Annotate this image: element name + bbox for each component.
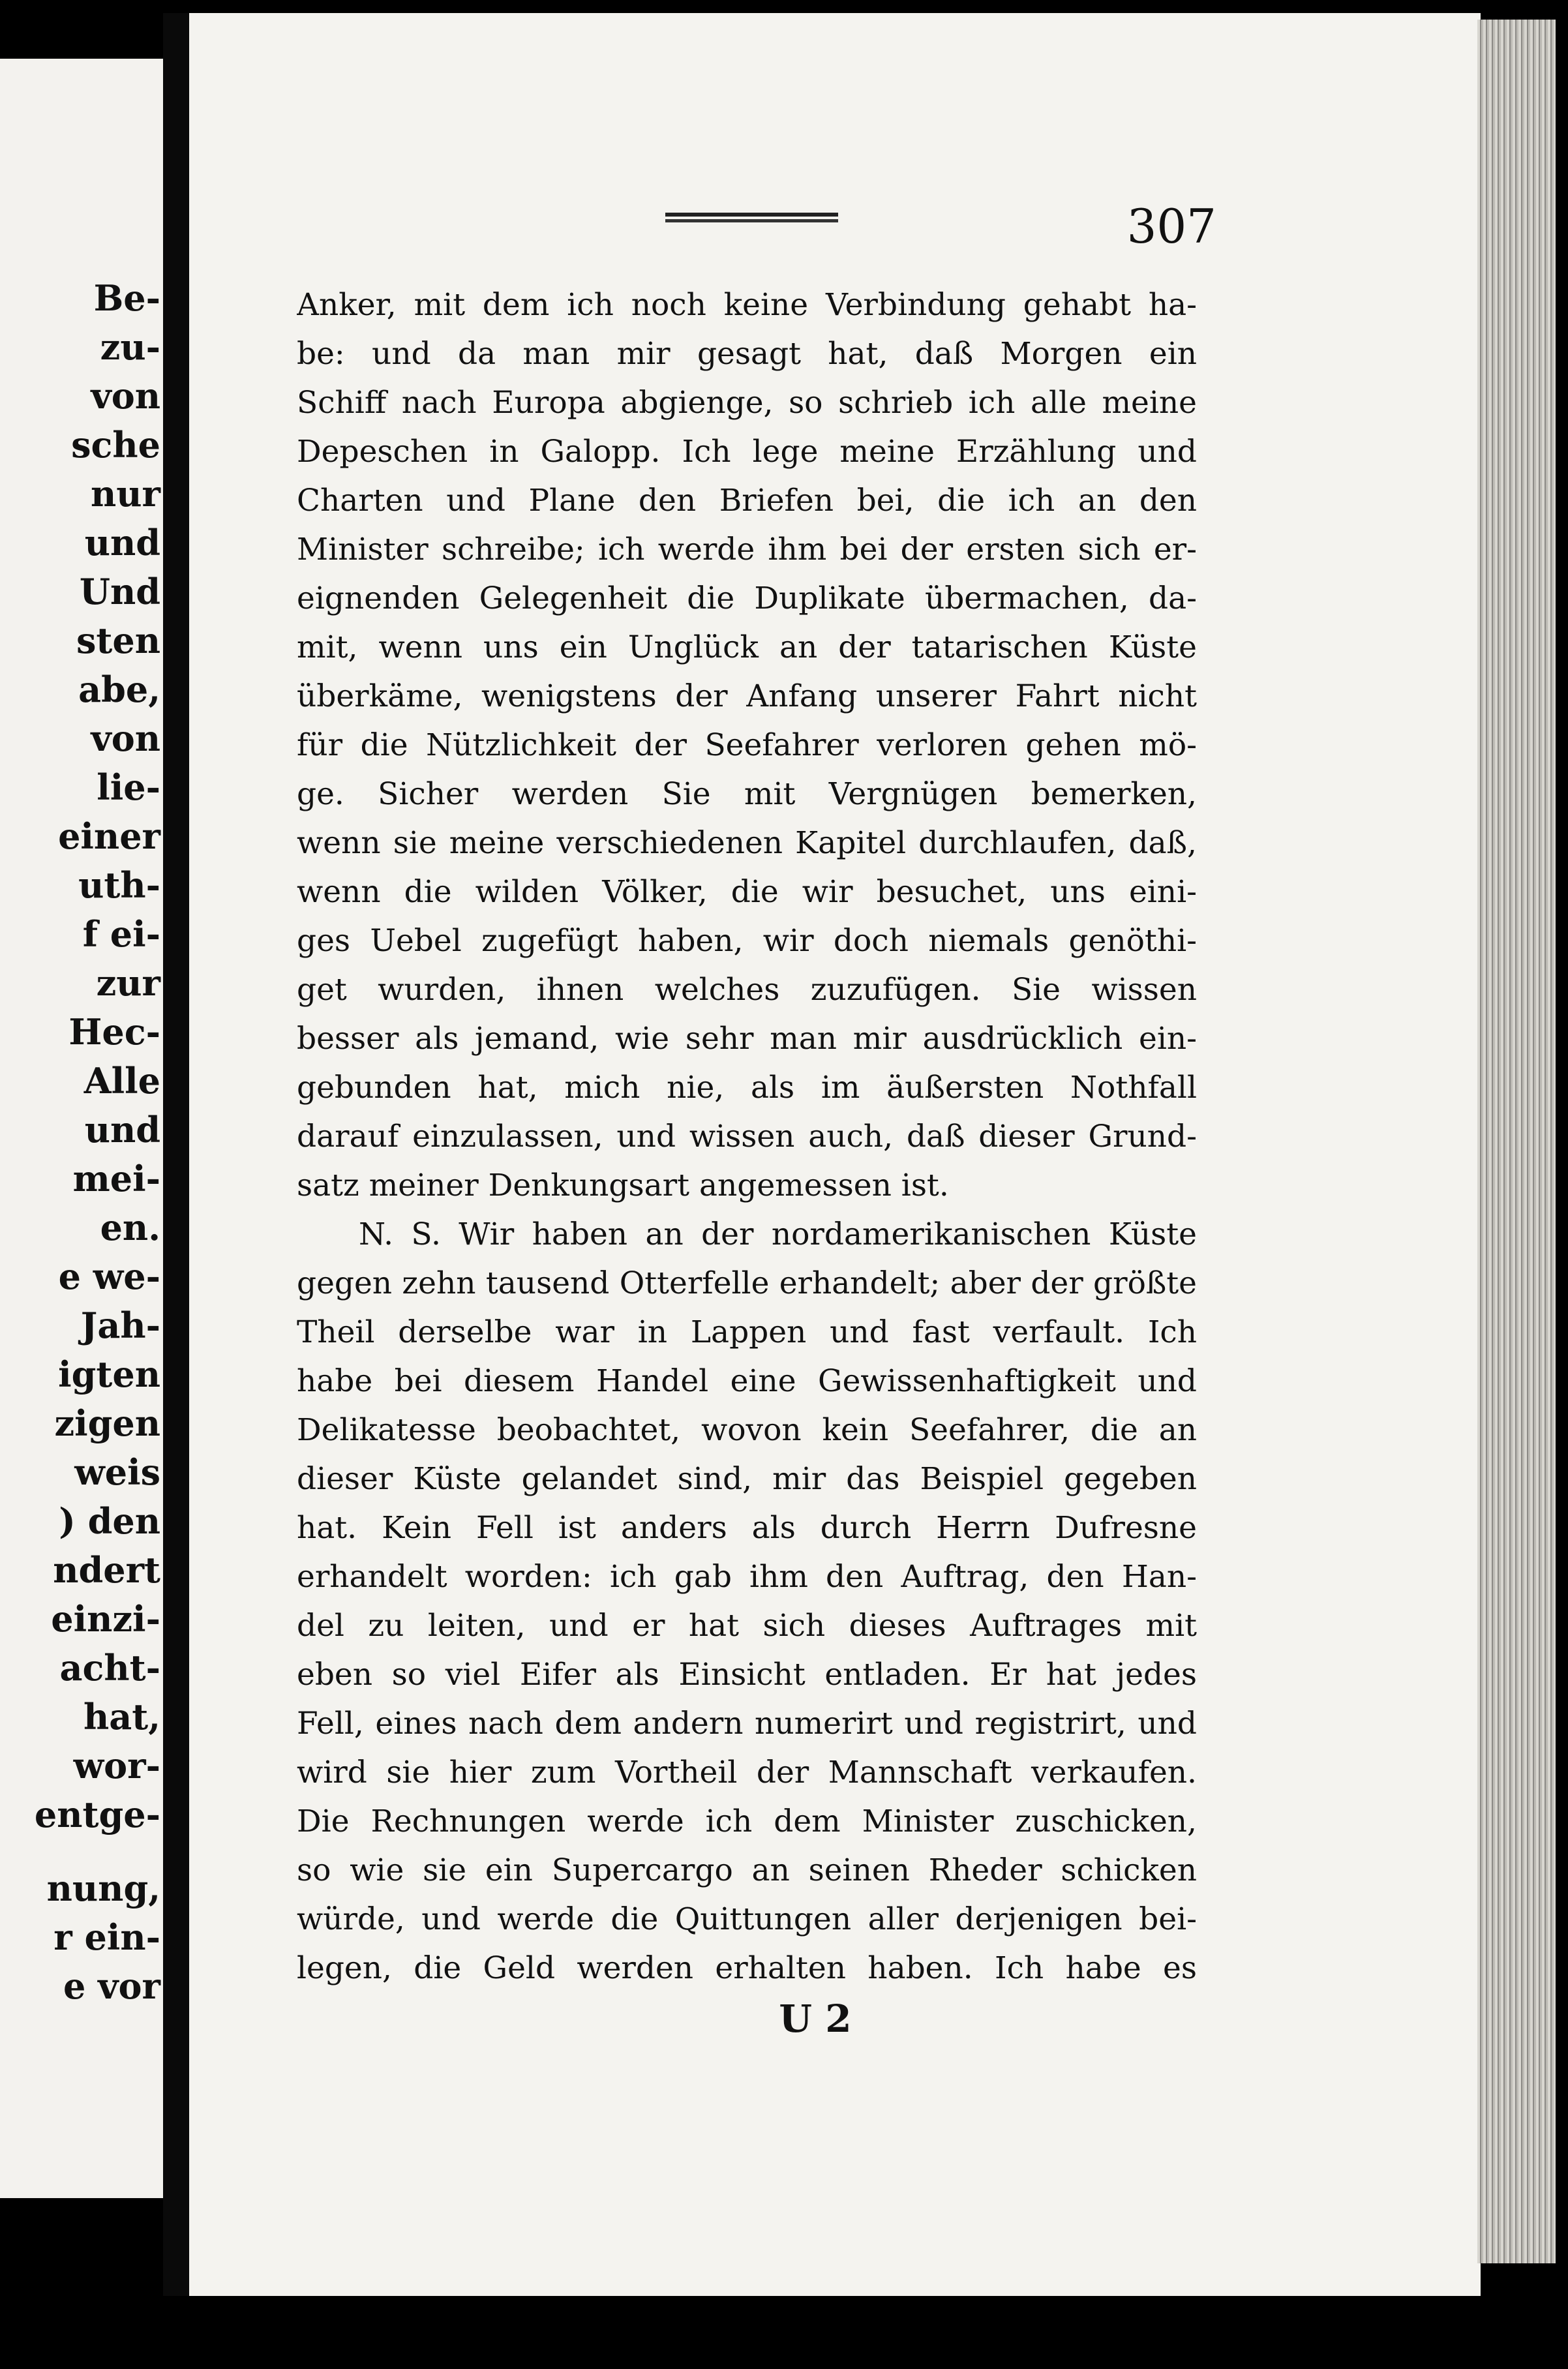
fragment-line: Be-	[93, 277, 160, 319]
text-line: eben so viel Eifer als Einsicht entladen. Er hat jedes	[297, 1657, 1197, 1693]
text-line: wenn sie meine verschiedenen Kapitel durchlaufen, daß,	[297, 825, 1197, 861]
text-line: Theil derselbe war in Lappen und fast verfault. Ich	[297, 1314, 1197, 1350]
text-line: darauf einzulassen, und wissen auch, daß dieser Grund-	[297, 1119, 1197, 1154]
text-line: Delikatesse beobachtet, wovon kein Seefahrer, die an	[297, 1412, 1197, 1448]
text-line: N. S. Wir haben an der nordamerikanischen Küste	[359, 1216, 1197, 1252]
fragment-line: einzi-	[51, 1598, 160, 1640]
fragment-line: zur	[96, 962, 160, 1004]
body-text	[297, 280, 1197, 1993]
facing-page-left	[0, 59, 163, 2198]
fragment-line: und	[84, 522, 160, 564]
fragment-line: uth-	[78, 864, 160, 906]
text-line: so wie sie ein Supercargo an seinen Rheder schicken	[297, 1852, 1197, 1888]
page-number: 307	[1126, 199, 1216, 254]
text-line: gebunden hat, mich nie, als im äußersten Nothfall	[297, 1070, 1197, 1106]
fragment-line: nung,	[46, 1867, 160, 1909]
fragment-line: mei-	[72, 1158, 160, 1200]
text-line: Anker, mit dem ich noch keine Verbindung gehabt ha-	[297, 287, 1197, 323]
text-line: be: und da man mir gesagt hat, daß Morgen ein	[297, 336, 1197, 372]
text-line: ge. Sicher werden Sie mit Vergnügen bemerken,	[297, 776, 1197, 812]
facing-page-line-fragments	[0, 274, 160, 2011]
text-line: würde, und werde die Quittungen aller derjenigen bei-	[297, 1901, 1197, 1937]
fragment-line: sche	[71, 424, 160, 466]
text-line: besser als jemand, wie sehr man mir ausdrücklich ein-	[297, 1021, 1197, 1057]
text-line: get wurden, ihnen welches zuzufügen. Sie wissen	[297, 972, 1197, 1008]
text-line: wird sie hier zum Vortheil der Mannschaft verkaufen.	[297, 1755, 1197, 1790]
text-line: Depeschen in Galopp. Ich lege meine Erzählung und	[297, 434, 1197, 470]
fragment-line: Jah-	[80, 1305, 160, 1346]
text-line: überkäme, wenigstens der Anfang unserer Fahrt nicht	[297, 678, 1197, 714]
text-line: habe bei diesem Handel eine Gewissenhaftigkeit und	[297, 1363, 1197, 1399]
text-line: eignenden Gelegenheit die Duplikate übermachen, da-	[297, 581, 1197, 616]
fragment-line: f ei-	[82, 913, 160, 955]
fragment-line: Alle	[83, 1060, 160, 1102]
fragment-line: von	[91, 375, 160, 417]
fragment-line: zigen	[54, 1402, 160, 1444]
fragment-line: entge-	[34, 1794, 160, 1835]
text-line: satz meiner Denkungsart angemessen ist.	[297, 1168, 949, 1203]
book-gutter	[163, 13, 189, 2296]
text-line: Minister schreibe; ich werde ihm bei der ersten sich er-	[297, 532, 1197, 567]
text-line: gegen zehn tausend Otterfelle erhandelt; aber der größte	[297, 1265, 1197, 1301]
text-line: wenn die wilden Völker, die wir besuchet, uns eini-	[297, 874, 1197, 910]
fragment-line: acht-	[59, 1647, 160, 1689]
fragment-line: nur	[91, 473, 160, 515]
text-line: Schiff nach Europa abgienge, so schrieb ich alle meine	[297, 385, 1197, 421]
fragment-line: e vor	[63, 1965, 160, 2007]
text-line: legen, die Geld werden erhalten haben. Ich habe es	[297, 1950, 1197, 1986]
fragment-line: e we-	[58, 1256, 160, 1297]
fragment-line: lie-	[97, 766, 160, 808]
text-line: Charten und Plane den Briefen bei, die ich an den	[297, 483, 1197, 519]
fragment-line: ndert	[53, 1549, 160, 1591]
text-line: hat. Kein Fell ist anders als durch Herrn Dufresne	[297, 1510, 1197, 1546]
fragment-line: Hec-	[68, 1011, 160, 1053]
text-line: del zu leiten, und er hat sich dieses Auftrages mit	[297, 1608, 1197, 1644]
page-edge-stack	[1477, 20, 1556, 2263]
text-line: dieser Küste gelandet sind, mir das Beispiel gegeben	[297, 1461, 1197, 1497]
header-ornament-rule	[665, 210, 838, 227]
fragment-line: hat,	[83, 1696, 160, 1738]
text-line: ges Uebel zugefügt haben, wir doch niemals genöthi-	[297, 923, 1197, 959]
text-line: Fell, eines nach dem andern numerirt und registrirt, und	[297, 1706, 1197, 1742]
text-line: erhandelt worden: ich gab ihm den Auftrag, den Han-	[297, 1559, 1197, 1595]
text-line: mit, wenn uns ein Unglück an der tatarischen Küste	[297, 629, 1197, 665]
fragment-line: Und	[79, 571, 160, 612]
fragment-line: zu-	[100, 326, 160, 368]
text-line: für die Nützlichkeit der Seefahrer verloren gehen mö-	[297, 727, 1197, 763]
fragment-line: igten	[58, 1353, 160, 1395]
fragment-line: einer	[58, 815, 160, 857]
signature-mark: U 2	[779, 1997, 852, 2041]
fragment-line: von	[91, 717, 160, 759]
text-line: Die Rechnungen werde ich dem Minister zuschicken,	[297, 1803, 1197, 1839]
fragment-line: sten	[76, 620, 160, 661]
fragment-line: r ein-	[53, 1916, 160, 1958]
fragment-line: weis	[74, 1451, 160, 1493]
fragment-line: und	[84, 1109, 160, 1151]
fragment-line: en.	[100, 1207, 160, 1248]
fragment-line: ) den	[59, 1500, 160, 1542]
fragment-line: wor-	[73, 1745, 160, 1787]
fragment-line: abe,	[78, 669, 160, 710]
